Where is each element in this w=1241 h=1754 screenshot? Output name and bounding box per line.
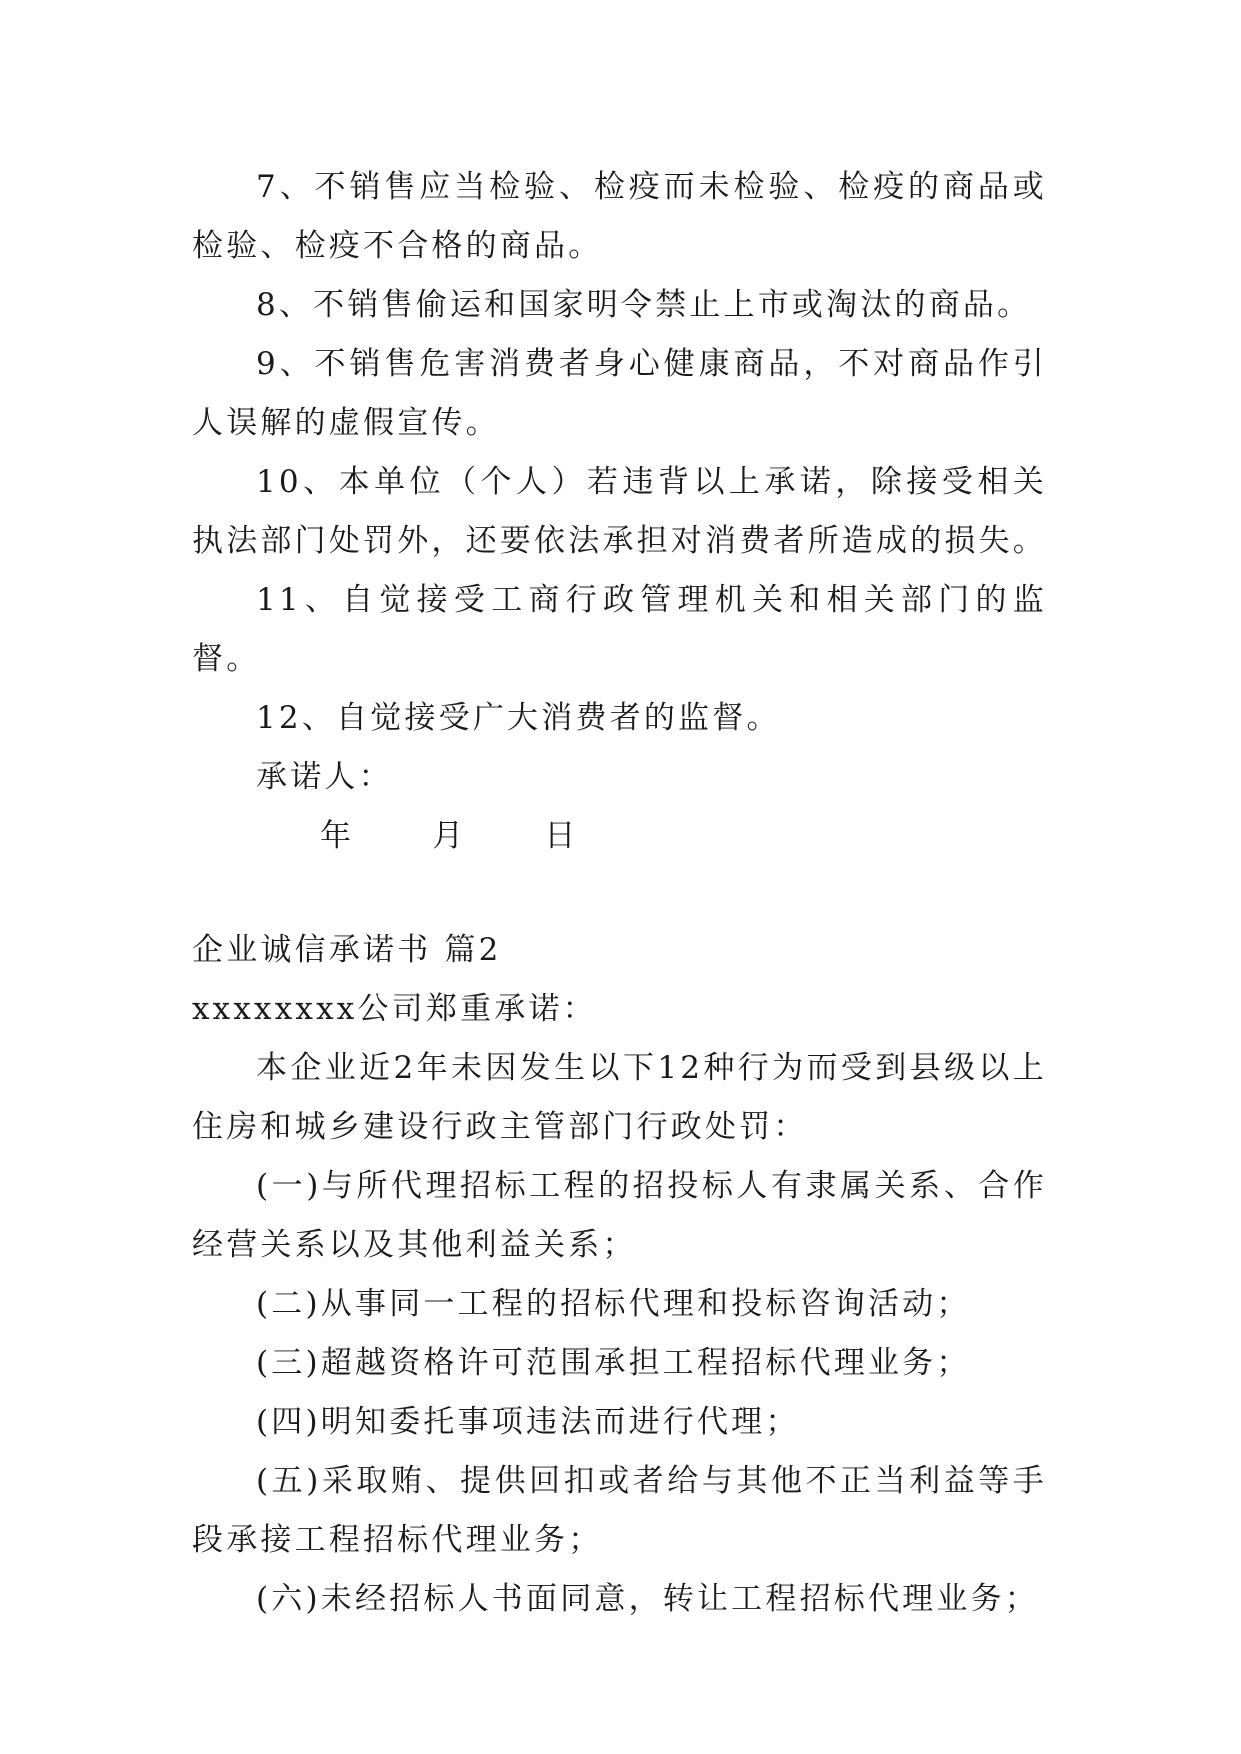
document-page [192, 158, 1047, 1629]
section-spacer [192, 866, 1047, 921]
signer-label: 承诺人： [256, 759, 393, 795]
section-title: 企业诚信承诺书 篇2 [192, 932, 502, 968]
list-item: 10、本单位（个人）若违背以上承诺，除接受相关执法部门处罚外，还要依法承担对消费者所造成的损失。 [192, 464, 1047, 559]
list-item: 9、不销售危害消费者身心健康商品，不对商品作引人误解的虚假宣传。 [192, 346, 1047, 441]
date-year-label: 年 [320, 818, 355, 854]
date-day-label: 日 [544, 818, 579, 854]
list-item: (二)从事同一工程的招标代理和投标咨询活动； [256, 1286, 971, 1322]
list-item: (三)超越资格许可范围承担工程招标代理业务； [256, 1345, 971, 1381]
list-item: 12、自觉接受广大消费者的监督。 [256, 700, 781, 736]
list-item: 7、不销售应当检验、检疫而未检验、检疫的商品或检验、检疫不合格的商品。 [192, 169, 1047, 264]
list-item: (六)未经招标人书面同意，转让工程招标代理业务； [256, 1581, 1039, 1617]
signature-date [192, 807, 1047, 866]
list-item: (四)明知委托事项违法而进行代理； [256, 1404, 800, 1440]
list-item: (五)采取贿、提供回扣或者给与其他不正当利益等手段承接工程招标代理业务； [192, 1463, 1047, 1558]
date-month-label: 月 [432, 818, 467, 854]
list-item: 8、不销售偷运和国家明令禁止上市或淘汰的商品。 [256, 287, 1032, 323]
company-commitment-line: xxxxxxxx公司郑重承诺： [192, 991, 597, 1027]
list-item: 11、自觉接受工商行政管理机关和相关部门的监督。 [192, 582, 1047, 677]
list-item: (一)与所代理招标工程的招投标人有隶属关系、合作经营关系以及其他利益关系； [192, 1168, 1047, 1263]
intro-paragraph: 本企业近2年未因发生以下12种行为而受到县级以上住房和城乡建设行政主管部门行政处罚： [192, 1050, 1047, 1145]
